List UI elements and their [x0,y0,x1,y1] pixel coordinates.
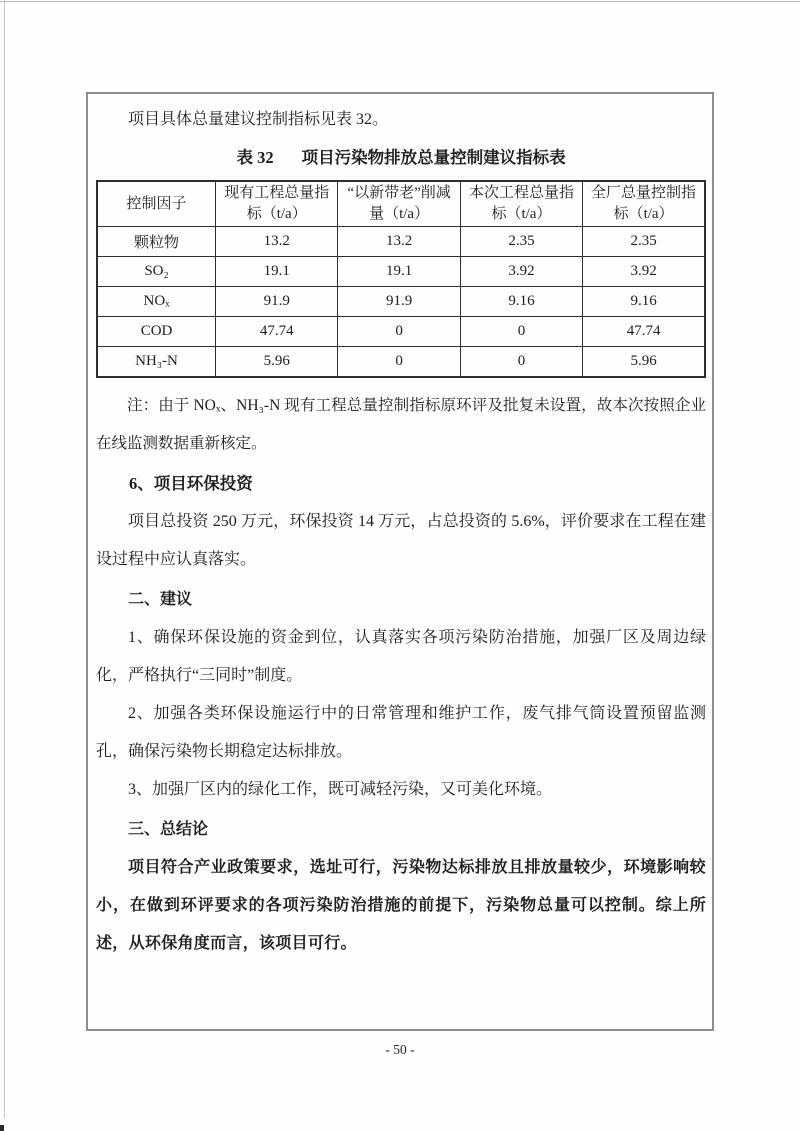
suggestion-item-2: 2、加强各类环保设施运行中的日常管理和维护工作，废气排气筒设置预留监测孔，确保污染物长期稳定达标排放。 [96,704,706,760]
factor-cell: 颗粒物 [97,227,216,257]
header-cell: “以新带老”削减量（t/a） [338,181,460,227]
table-header-row [97,181,705,227]
pollutant-control-table [96,180,706,378]
table-row [97,257,705,287]
factor-cell: SO₂ [97,257,216,287]
scan-artifact-corner-mark [0,1125,4,1131]
conclusion-paragraph: 项目符合产业政策要求，选址可行，污染物达标排放且排放量较少，环境影响较小，在做到环评要求的各项污染防治措施的前提下，污染物总量可以控制。综上所述，从环保角度而言，该项目可行。 [96,858,706,952]
section6-paragraph: 项目总投资 250 万元，环保投资 14 万元，占总投资的 5.6%，评价要求在工程在建设过程中应认真落实。 [96,512,706,568]
table-row [97,317,705,347]
factor-cell: NH₃-N [97,347,216,377]
data-cell: 3.92 [583,257,705,287]
header-cell: 本次工程总量指标（t/a） [460,181,582,227]
data-cell: 19.1 [338,257,460,287]
table-caption [96,143,706,173]
data-cell: 91.9 [338,287,460,317]
header-cell: 控制因子 [97,181,216,227]
section2-heading: 二、建议 [128,590,193,608]
scan-artifact-left-line [4,0,5,1118]
data-cell: 0 [460,317,582,347]
table-row [97,347,705,377]
page-number: - 50 - [385,1042,415,1057]
data-cell: 47.74 [216,317,338,347]
section6-heading: 6、项目环保投资 [129,473,253,493]
header-cell: 全厂总量控制指标（t/a） [583,181,705,227]
scan-artifact-top-line [0,1,800,2]
intro-paragraph: 项目具体总量建议控制指标见表 32。 [128,111,389,128]
data-cell: 13.2 [338,227,460,257]
data-cell: 19.1 [216,257,338,287]
data-cell: 5.96 [583,347,705,377]
table-note: 注：由于 NOₓ、NH₃-N 现有工程总量控制指标原环评及批复未设置，故本次按照企业在线监测数据重新核定。 [96,396,706,452]
header-cell: 现有工程总量指标（t/a） [216,181,338,227]
data-cell: 0 [338,347,460,377]
table-caption-label: 表 32 [236,148,274,167]
suggestion-item-3: 3、加强厂区内的绿化工作，既可减轻污染，又可美化环境。 [128,780,553,798]
data-cell: 0 [338,317,460,347]
data-cell: 5.96 [216,347,338,377]
data-cell: 9.16 [460,287,582,317]
suggestion-item-1: 1、确保环保设施的资金到位，认真落实各项污染防治措施，加强厂区及周边绿化，严格执行“三同时”制度。 [96,628,706,684]
data-cell: 47.74 [583,317,705,347]
data-cell: 2.35 [460,227,582,257]
data-cell: 13.2 [216,227,338,257]
table-caption-title: 项目污染物排放总量控制建议指标表 [301,148,566,167]
data-cell: 2.35 [583,227,705,257]
data-cell: 0 [460,347,582,377]
table-row [97,287,705,317]
factor-cell: NOₓ [97,287,216,317]
section3-heading: 三、总结论 [128,820,209,838]
factor-cell: COD [97,317,216,347]
content-border-box [86,92,714,1031]
data-cell: 3.92 [460,257,582,287]
data-cell: 9.16 [583,287,705,317]
data-cell: 91.9 [216,287,338,317]
table-row [97,227,705,257]
